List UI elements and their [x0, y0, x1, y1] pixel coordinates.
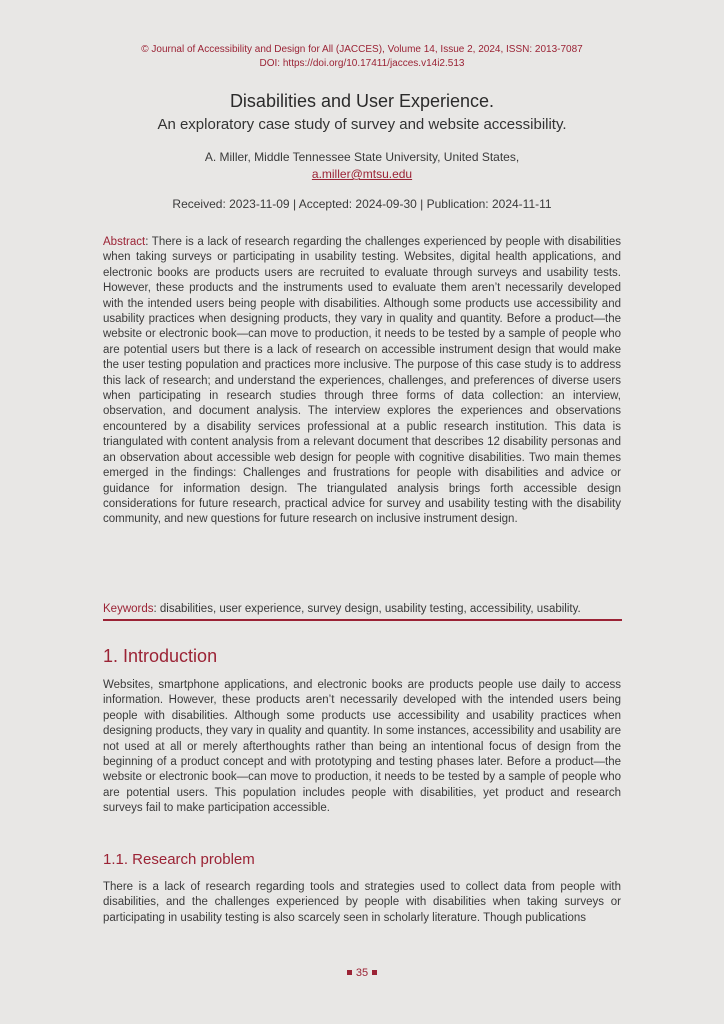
section-heading-introduction: 1. Introduction: [103, 646, 218, 666]
research-problem-paragraph: There is a lack of research regarding tools and strategies used to collect data from people with disabilities, and the challenges experienced by people with disabilities when taking surveys or participating in usability testing is also scarcely seen in scholarly literature. Though publications: [103, 881, 621, 924]
abstract: [103, 235, 621, 528]
paper-subtitle: An exploratory case study of survey and website accessibility.: [157, 116, 567, 133]
author-block: [0, 149, 724, 183]
keywords-label: Keywords: [103, 603, 154, 615]
journal-citation: © Journal of Accessibility and Design for All (JACCES), Volume 14, Issue 2, 2024, ISSN: 2013-7087: [141, 44, 583, 55]
author-email-link[interactable]: a.miller@mtsu.edu: [311, 167, 413, 181]
paper-title: Disabilities and User Experience.: [229, 91, 495, 111]
publication-dates: Received: 2023-11-09 | Accepted: 2024-09-30 | Publication: 2024-11-11: [172, 197, 552, 211]
footer-square-icon-right: [372, 970, 377, 975]
keywords-text: : disabilities, user experience, survey design, usability testing, accessibility, usability.: [153, 603, 581, 615]
doi-line[interactable]: DOI: https://doi.org/10.17411/jacces.v14i2.513: [259, 58, 465, 69]
section-divider: [103, 619, 622, 621]
keywords: [103, 602, 621, 617]
page-footer: [0, 966, 724, 980]
journal-header: [0, 43, 724, 71]
page-number: 35: [355, 967, 369, 979]
introduction-paragraph: Websites, smartphone applications, and electronic books are products people use daily to access information. However, these products aren’t necessarily developed with the intended users being people with disabilities. Although some products use accessibility and usability practices when designing products, they vary in quality and quantity. In some instances, accessibility and usability are not used at all or merely afterthoughts rather than being an intentional focus of design from the beginning of a product concept and with prototyping and testing phases later. Before a product—the website or electronic book—can move to production, it needs to be tested by a sample of people who are potential users. This population includes people with disabilities, yet product and research surveys fail to make participation accessible.: [103, 679, 621, 815]
abstract-label: Abstract: [103, 236, 146, 248]
footer-square-icon-left: [347, 970, 352, 975]
author-affiliation: A. Miller, Middle Tennessee State University, United States,: [204, 150, 520, 164]
subsection-heading-research-problem: 1.1. Research problem: [103, 851, 255, 868]
abstract-text: : There is a lack of research regarding the challenges experienced by people with disabilities when taking surveys or participating in usability testing. Websites, digital health applications, and electronic books are products users are recruited to evaluate through surveys and usability tests. However, these products and the instruments used to evaluate them aren’t necessarily developed with the intended users being people with disabilities. Although some products use accessibility and usability practices when designing products, they vary in quality and quantity. Before a product—the website or electronic book—can move to production, it needs to be tested by a sample of people who are potential users but there is a lack of research on accessible instrument design that would make the user testing population and practices more inclusive. The purpose of this case study is to address this lack of research; and understand the experiences, challenges, and preferences of diverse users when participating in research studies through three forms of data collection: an interview, observation, and document analysis. The interview explores the experiences and observations encountered by a disability services professional at a public research institution. This data is triangulated with content analysis from a relevant document that describes 12 disability personas and an observation about accessible web design for people with cognitive disabilities. Two main themes emerged in the findings: Challenges and frustrations for people with disabilities and advice or guidance for information design. The triangulated analysis brings forth accessible design considerations for future research, practical advice for survey and usability testing with the disability community, and new questions for future research on inclusive instrument design.: [103, 236, 621, 526]
